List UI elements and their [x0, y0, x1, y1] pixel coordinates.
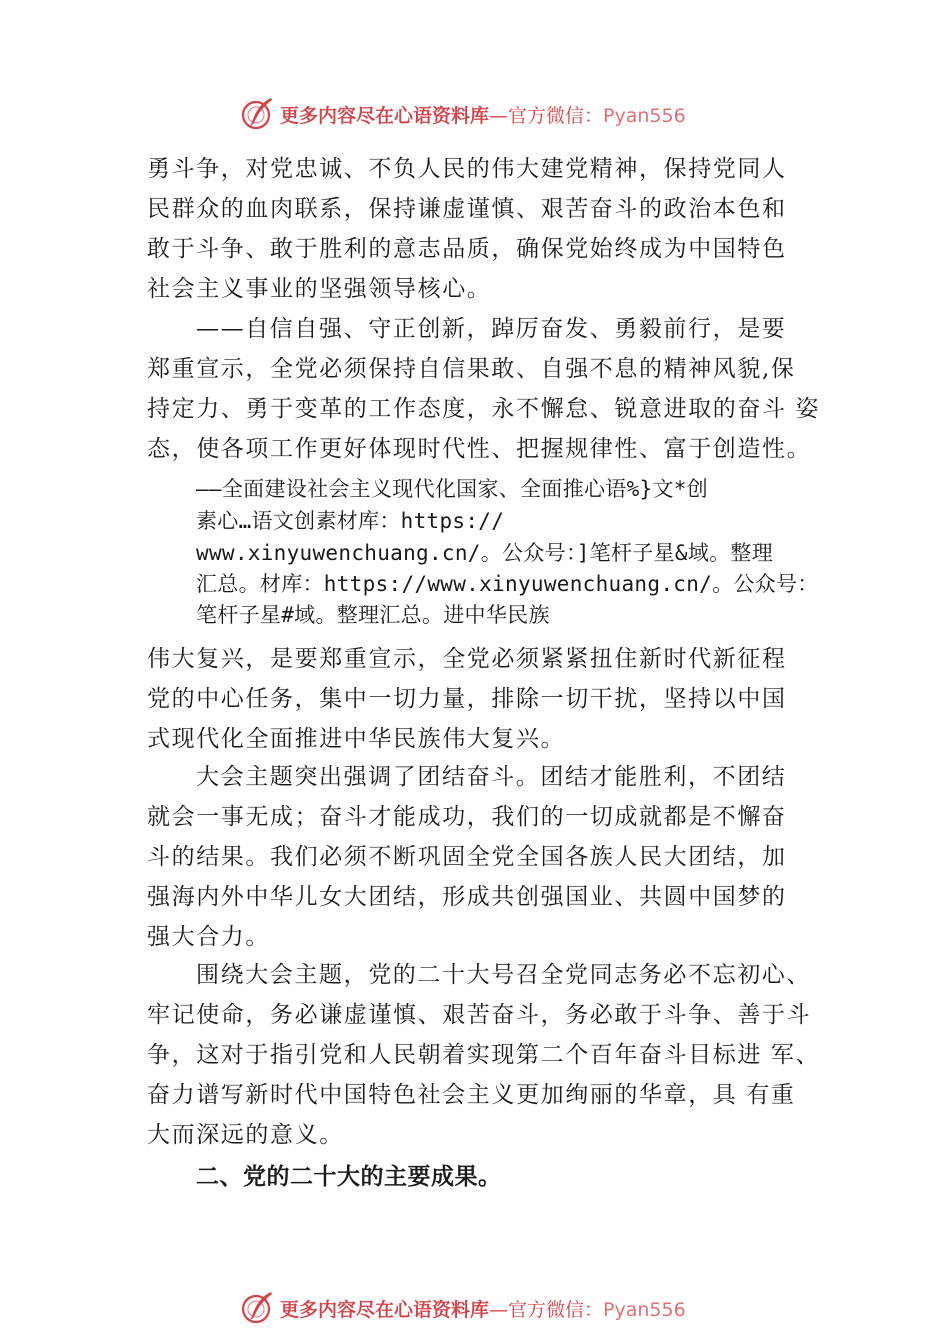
- banner-label: 官方微信：: [508, 104, 604, 127]
- text-line: 社会主义事业的坚强领导核心。: [147, 276, 492, 302]
- text-line: 牢记使命，务必谦虚谨慎、艰苦奋斗，务必敢于斗争、善于斗: [147, 1002, 812, 1028]
- footer-banner: [240, 1290, 686, 1326]
- text-line: 大而深远的意义。: [147, 1122, 344, 1148]
- text-line: 民群众的血肉联系，保持谦虚谨慎、艰苦奋斗的政治本色和: [147, 196, 787, 222]
- inserted-text-line: 笔杆子星#域。整理汇总。进中华民族: [196, 603, 550, 627]
- text-line: 大会主题突出强调了团结奋斗。团结才能胜利，不团结: [196, 764, 787, 790]
- text-line: 态，使各项工作更好体现时代性、把握规律性、富于创造性。: [147, 436, 812, 462]
- header-banner: [240, 96, 686, 132]
- banner-separator: —: [489, 104, 509, 127]
- text-line: 围绕大会主题，党的二十大号召全党同志务必不忘初心、: [196, 962, 811, 988]
- text-line: 强大合力。: [147, 924, 270, 950]
- text-line: 敢于斗争、敢于胜利的意志品质，确保党始终成为中国特色: [147, 236, 787, 262]
- banner-brand-text: 更多内容尽在心语资料库: [280, 1298, 490, 1321]
- text-line: 郑重宣示，全党必须保持自信果敢、自强不息的精神风貌,保: [147, 356, 796, 382]
- text-line: 伟大复兴，是要郑重宣示，全党必须紧紧扭住新时代新征程: [147, 646, 787, 672]
- section-heading: 二、党的二十大的主要成果。: [196, 1164, 502, 1190]
- banner-contact: [489, 1295, 686, 1322]
- text-line: 勇斗争，对党忠诚、不负人民的伟大建党精神，保持党同人: [147, 156, 787, 182]
- quill-logo-icon: [240, 96, 276, 132]
- banner-brand-text: 更多内容尽在心语资料库: [280, 104, 490, 127]
- text-line: 强海内外中华儿女大团结，形成共创强国业、共圆中国梦的: [147, 884, 787, 910]
- text-line: 就会一事无成；奋斗才能成功，我们的一切成就都是不懈奋: [147, 804, 787, 830]
- text-line: 式现代化全面推进中华民族伟大复兴。: [147, 726, 566, 752]
- inserted-text-line: ——全面建设社会主义现代化国家、全面推心语%}文*创: [196, 477, 709, 501]
- banner-wechat-id: Pyan556: [603, 1298, 686, 1321]
- banner-contact: [489, 101, 686, 128]
- text-line: 党的中心任务，集中一切力量，排除一切干扰，坚持以中国: [147, 686, 787, 712]
- banner-label: 官方微信：: [508, 1298, 604, 1321]
- text-line: ——自信自强、守正创新，踔厉奋发、勇毅前行，是要: [196, 316, 787, 342]
- text-line: 斗的结果。我们必须不断巩固全党全国各族人民大团结，加: [147, 844, 787, 870]
- text-line: 持定力、勇于变革的工作态度，永不懈怠、锐意进取的奋斗 姿: [147, 396, 821, 422]
- quill-logo-icon: [240, 1290, 276, 1326]
- inserted-text-line: 汇总。材库：https://www.xinyuwenchuang.cn/。公众号：: [196, 572, 819, 596]
- banner-wechat-id: Pyan556: [603, 104, 686, 127]
- banner-separator: —: [489, 1298, 509, 1321]
- inserted-text-line: 素心…语文创素材库：https://: [196, 509, 505, 533]
- text-line: 争，这对于指引党和人民朝着实现第二个百年奋斗目标进 军、: [147, 1042, 821, 1068]
- inserted-text-line: www.xinyuwenchuang.cn/。公众号：]笔杆子星&域。整理: [196, 541, 774, 565]
- text-line: 奋力谱写新时代中国特色社会主义更加绚丽的华章，具 有重: [147, 1082, 796, 1108]
